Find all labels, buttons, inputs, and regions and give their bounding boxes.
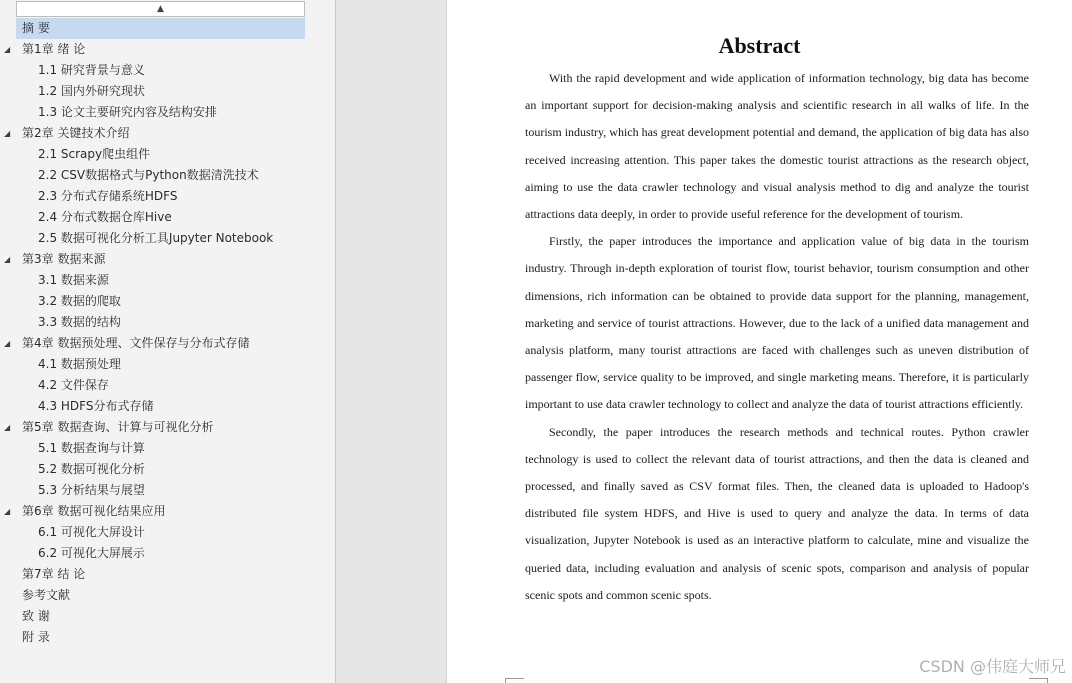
nav-heading-item[interactable] [0, 228, 336, 249]
nav-heading-label: 第2章 关键技术介绍 [22, 126, 130, 140]
nav-heading-item[interactable] [0, 39, 336, 60]
nav-heading-label: 2.1 Scrapy爬虫组件 [38, 147, 151, 161]
watermark: CSDN @伟庭大师兄 [919, 657, 1066, 676]
nav-heading-label: 1.3 论文主要研究内容及结构安排 [38, 105, 217, 119]
collapse-arrow-icon[interactable]: ◢ [4, 129, 11, 138]
nav-heading-label: 摘 要 [22, 21, 50, 35]
nav-heading-label: 2.4 分布式数据仓库Hive [38, 210, 172, 224]
nav-heading-label: 4.3 HDFS分布式存储 [38, 399, 154, 413]
nav-heading-label: 2.3 分布式存储系统HDFS [38, 189, 178, 203]
nav-heading-label: 6.1 可视化大屏设计 [38, 525, 145, 539]
nav-heading-item[interactable] [0, 291, 336, 312]
nav-heading-item[interactable] [0, 123, 336, 144]
nav-heading-label: 3.1 数据来源 [38, 273, 109, 287]
nav-heading-label: 1.1 研究背景与意义 [38, 63, 145, 77]
nav-heading-item[interactable] [0, 606, 336, 627]
collapse-arrow-icon[interactable]: ◢ [4, 339, 11, 348]
nav-heading-item[interactable] [0, 564, 336, 585]
nav-heading-label: 参考文献 [22, 588, 71, 602]
abstract-title: Abstract [718, 33, 801, 58]
nav-heading-label: 附 录 [22, 630, 50, 644]
nav-heading-label: 5.3 分析结果与展望 [38, 483, 145, 497]
nav-heading-label: 2.2 CSV数据格式与Python数据清洗技术 [38, 168, 259, 182]
nav-heading-item[interactable] [0, 60, 336, 81]
navigation-pane [0, 0, 336, 683]
nav-heading-item[interactable] [0, 165, 336, 186]
heading-list [0, 18, 336, 648]
nav-heading-item[interactable] [0, 459, 336, 480]
nav-heading-item[interactable] [0, 354, 336, 375]
nav-heading-label: 第4章 数据预处理、文件保存与分布式存储 [22, 336, 250, 350]
nav-heading-label: 第5章 数据查询、计算与可视化分析 [22, 420, 214, 434]
nav-heading-item[interactable] [0, 480, 336, 501]
scroll-up-icon: ▲ [157, 4, 164, 14]
collapse-arrow-icon[interactable]: ◢ [4, 45, 11, 54]
nav-heading-label: 5.2 数据可视化分析 [38, 462, 145, 476]
collapse-arrow-icon[interactable]: ◢ [4, 507, 11, 516]
nav-heading-item[interactable] [16, 18, 305, 39]
nav-heading-item[interactable] [0, 249, 336, 270]
collapse-arrow-icon[interactable]: ◢ [4, 423, 11, 432]
nav-heading-item[interactable] [0, 144, 336, 165]
nav-heading-item[interactable] [0, 396, 336, 417]
nav-heading-item[interactable] [0, 627, 336, 648]
document-area [337, 0, 1072, 683]
nav-heading-label: 致 谢 [22, 609, 50, 623]
nav-heading-item[interactable] [0, 375, 336, 396]
nav-heading-item[interactable] [0, 81, 336, 102]
nav-heading-item[interactable] [0, 417, 336, 438]
nav-heading-label: 3.2 数据的爬取 [38, 294, 121, 308]
nav-heading-item[interactable] [0, 186, 336, 207]
nav-heading-label: 第6章 数据可视化结果应用 [22, 504, 166, 518]
nav-heading-item[interactable] [0, 270, 336, 291]
nav-heading-label: 4.2 文件保存 [38, 378, 109, 392]
abstract-paragraph: Secondly, the paper introduces the research methods and technical routes. Python crawler technology is used to collect the relevant data of tourist attractions, and then the data is cleaned and processed, and finally saved as CSV format files. Then, the cleaned data is uploaded to Hadoop's distributed file system HDFS, and Hive is used to query and analyze the data. In terms of data visualization, Jupyter Notebook is used as an interactive platform to calculate, mine and visualize the queried data, including evaluation and analysis of scenic spots, comparison and analysis of popular scenic spots and common scenic spots. [525, 424, 1029, 602]
abstract-paragraph: With the rapid development and wide application of information technology, big data has become an important support for decision-making analysis and scientific research in all walks of life. In the tourism industry, which has great development potential and demand, the application of big data has also received increasing attention. This paper takes the domestic tourist attractions as the research object, aiming to use the data crawler technology and visual analysis method to dig and analyze the tourist attractions data deeply, in order to provide useful reference for the development of tourism. [525, 71, 1029, 222]
document-page [446, 0, 1072, 683]
nav-heading-item[interactable] [0, 543, 336, 564]
nav-heading-item[interactable] [0, 501, 336, 522]
nav-heading-label: 第7章 结 论 [22, 567, 86, 581]
page-corner-mark [1029, 678, 1048, 683]
nav-heading-label: 2.5 数据可视化分析工具Jupyter Notebook [38, 231, 274, 245]
nav-heading-label: 3.3 数据的结构 [38, 315, 121, 329]
nav-heading-item[interactable] [0, 333, 336, 354]
scroll-up-button[interactable] [16, 1, 305, 17]
nav-heading-label: 第3章 数据来源 [22, 252, 106, 266]
nav-heading-label: 第1章 绪 论 [22, 42, 86, 56]
nav-heading-item[interactable] [0, 438, 336, 459]
nav-heading-label: 6.2 可视化大屏展示 [38, 546, 145, 560]
page-corner-mark [505, 678, 524, 683]
abstract-paragraph: Firstly, the paper introduces the importance and application value of big data in the tourism industry. Through in-depth exploration of tourist flow, tourist behavior, tourism consumption and other dimensions, rich information can be obtained to provide data support for the planning, management, marketing and service of tourist attractions. However, due to the lack of a unified data management and analysis platform, many tourist attractions are faced with challenges such as uneven distribution of passenger flow, service quality to be improved, and single marketing means. Therefore, it is particularly important to use data crawler technology to collect and analyze the data of tourist attractions efficiently. [525, 234, 1029, 412]
nav-heading-item[interactable] [0, 312, 336, 333]
nav-heading-label: 1.2 国内外研究现状 [38, 84, 145, 98]
nav-heading-item[interactable] [0, 102, 336, 123]
nav-heading-item[interactable] [0, 522, 336, 543]
abstract-body [525, 65, 1029, 609]
collapse-arrow-icon[interactable]: ◢ [4, 255, 11, 264]
nav-heading-label: 4.1 数据预处理 [38, 357, 121, 371]
nav-heading-label: 5.1 数据查询与计算 [38, 441, 145, 455]
nav-heading-item[interactable] [0, 585, 336, 606]
nav-heading-item[interactable] [0, 207, 336, 228]
